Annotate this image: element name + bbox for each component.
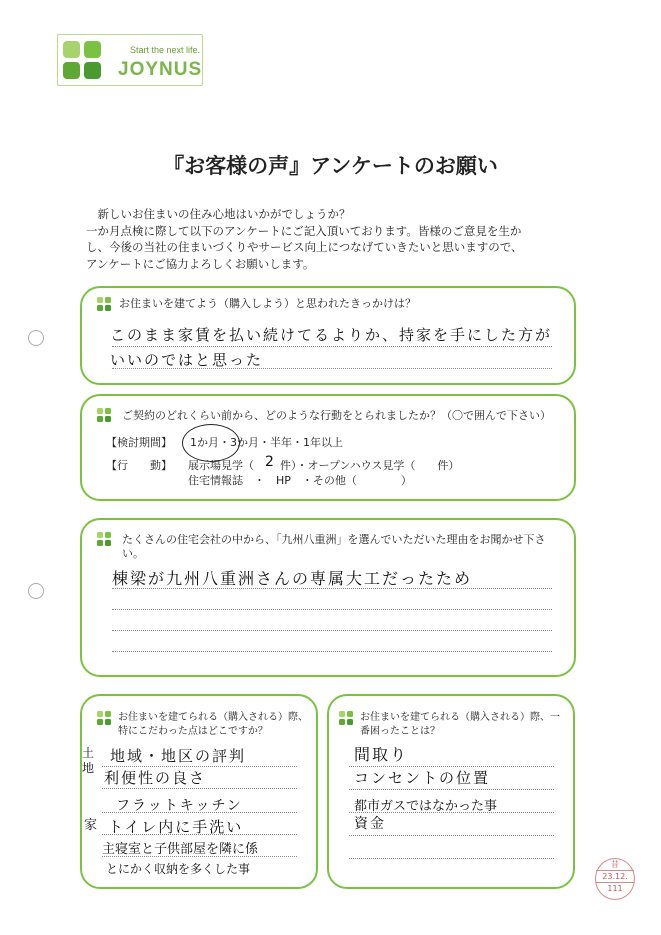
logo-square-3 (63, 62, 80, 79)
period-options: 1か月・3か月・半年・1年以上 (190, 436, 343, 449)
period-label: 【検討期間】 (106, 436, 172, 449)
stamp-bottom: 111 (607, 884, 623, 893)
handwritten-answer: フラットキッチン (116, 798, 243, 814)
handwritten-answer: このまま家賃を払い続けてるよりか、持家を手にした方が (110, 326, 553, 344)
handwritten-answer: 資金 (354, 816, 386, 832)
question-box-difficulties (327, 694, 575, 889)
logo-brand: JOYNUS (118, 59, 203, 80)
bullet-icon (97, 408, 112, 423)
intro-line: 新しいお住まいの住み心地はいかがでしょうか？ (86, 207, 351, 221)
answer-line (102, 788, 297, 789)
question-text: たくさんの住宅会社の中から、「九州八重洲」を選んでいただいた理由をお聞かせ下さい。 (122, 533, 546, 560)
question-box-reason (80, 518, 576, 677)
action-line2: 住宅情報誌 ・ HP ・その他（ ） (188, 474, 412, 487)
joynus-logo (57, 34, 203, 86)
handwritten-answer: 間取り (354, 745, 409, 764)
question-text: お住まいを建てよう（購入しよう）と思われたきっかけは？ (119, 297, 416, 310)
bullet-icon (97, 297, 112, 312)
page-title: 『お客様の声』アンケートのお願い (163, 154, 498, 178)
handwritten-answer: 利便性の良さ (104, 769, 207, 787)
action-line1-b: 件）・オープンハウス見学（ 件） (280, 459, 460, 472)
intro-text (86, 206, 586, 272)
intro-line: し、今後の当社の住まいづくりやサービス向上につなげていきたいと思いますので、 (86, 240, 523, 254)
date-stamp (595, 858, 635, 900)
stamp-top: 昔 (611, 860, 619, 869)
handwritten-answer: とにかく収納を多くした事 (106, 862, 251, 876)
answer-line (102, 812, 297, 813)
house-label: 家 (84, 818, 100, 833)
logo-tagline: Start the next life. (130, 45, 201, 55)
logo-square-2 (84, 41, 101, 58)
answer-line (112, 651, 552, 652)
question-text: お住まいを建てられる（購入される）際、特にこだわった点はどこですか？ (118, 712, 308, 737)
action-label: 【行 動】 (106, 459, 172, 472)
stamp-date: 23.12. (596, 870, 634, 883)
handwritten-answer: コンセントの位置 (354, 769, 491, 787)
answer-line (112, 346, 552, 347)
handwritten-answer: 都市ガスではなかった事 (354, 799, 498, 814)
bullet-icon (97, 532, 112, 547)
logo-square-1 (63, 41, 80, 58)
answer-line (102, 834, 297, 835)
answer-line (349, 858, 554, 859)
action-line1-a: 展示場見学（ (188, 459, 254, 472)
question-text: お住まいを建てられる（購入される）際、一番困ったことは？ (360, 712, 560, 737)
answer-line (112, 630, 552, 631)
intro-line: 一か月点検に際して以下のアンケートにご記入頂いております。皆様のご意見を生か (86, 223, 522, 238)
logo-square-4 (84, 62, 101, 79)
handwritten-answer: トイレ内に手洗い (108, 818, 244, 836)
intro-line: アンケートにご協力よろしくお願いします。 (86, 256, 315, 271)
answer-line (349, 766, 554, 767)
handwritten-answer: 主寝室と子供部屋を隣に係 (102, 842, 259, 857)
handwritten-answer: いいのではと思った (110, 351, 264, 369)
bullet-icon (339, 711, 354, 726)
handwritten-answer: 棟梁が九州八重洲さんの専属大工だったため (112, 569, 473, 588)
answer-line (102, 856, 297, 857)
land-label: 土地 (82, 746, 97, 775)
answer-line (349, 789, 554, 790)
answer-line (102, 766, 297, 767)
answer-line (349, 835, 554, 836)
question-box-timeline (80, 394, 576, 501)
binder-hole-bottom (28, 583, 44, 599)
answer-line (349, 812, 554, 813)
question-box-focus-points (80, 694, 318, 889)
handwritten-count: 2 (265, 454, 276, 470)
bullet-icon (97, 711, 112, 726)
answer-line (112, 609, 552, 610)
question-box-trigger (80, 286, 576, 385)
answer-line (112, 588, 552, 589)
handwritten-answer: 地域・地区の評判 (110, 747, 247, 765)
question-text: ご契約のどれくらい前から、どのような行動をとられましたか？（〇で囲んで下さい） (122, 409, 551, 422)
binder-hole-top (28, 330, 44, 346)
